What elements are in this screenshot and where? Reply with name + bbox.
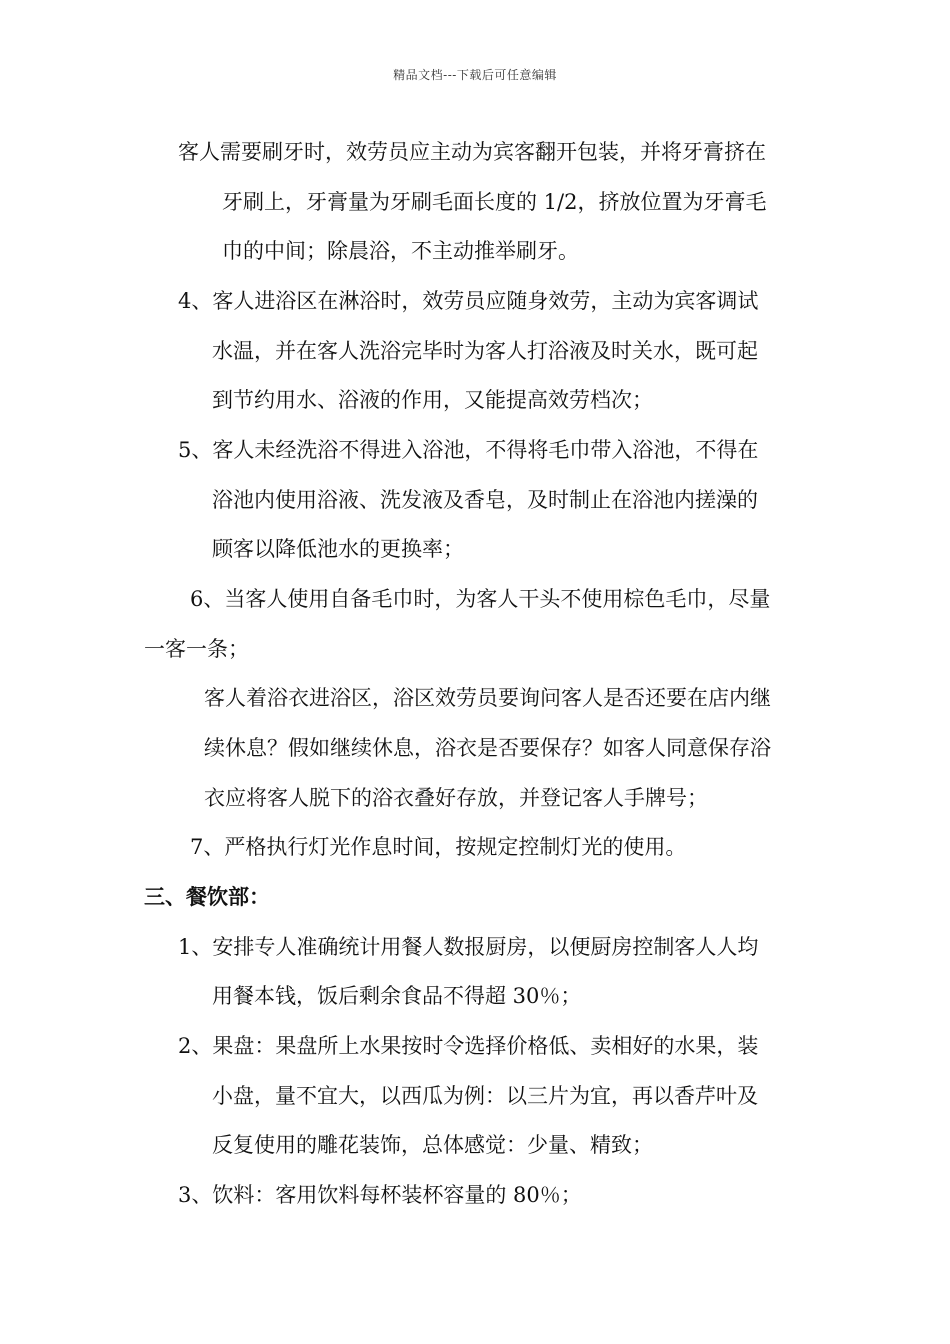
list-item-1-line: 1、安排专人准确统计用餐人数报厨房，以便厨房控制客人人均 [178, 935, 759, 959]
paragraph-line: 衣应将客人脱下的浴衣叠好存放，并登记客人手牌号； [204, 786, 708, 810]
paragraph-line: 牙刷上，牙膏量为牙刷毛面长度的 1/2，挤放位置为牙膏毛 [222, 190, 767, 214]
paragraph-line: 续休息？假如继续休息，浴衣是否要保存？如客人同意保存浴 [204, 736, 771, 760]
list-item-4-line: 4、客人进浴区在淋浴时，效劳员应随身效劳，主动为宾客调试 [178, 289, 759, 313]
list-item-6-line: 6、当客人使用自备毛巾时，为客人干头不使用棕色毛巾，尽量 [190, 587, 771, 611]
list-item-4-line: 到节约用水、浴液的作用，又能提高效劳档次； [212, 388, 653, 412]
list-item-2-line: 反复使用的雕花装饰，总体感觉：少量、精致； [212, 1133, 653, 1157]
paragraph-line: 客人着浴衣进浴区，浴区效劳员要询问客人是否还要在店内继 [204, 686, 771, 710]
paragraph-line: 巾的中间；除晨浴，不主动推举刷牙。 [222, 239, 579, 263]
list-item-4-line: 水温，并在客人洗浴完毕时为客人打浴液及时关水，既可起 [212, 339, 758, 363]
section-heading: 三、餐饮部： [144, 885, 270, 909]
list-item-5-line: 5、客人未经洗浴不得进入浴池，不得将毛巾带入浴池，不得在 [178, 438, 759, 462]
list-item-5-line: 浴池内使用浴液、洗发液及香皂，及时制止在浴池内搓澡的 [212, 488, 758, 512]
list-item-2-line: 小盘，量不宜大，以西瓜为例：以三片为宜，再以香芹叶及 [212, 1084, 758, 1108]
paragraph-line: 客人需要刷牙时，效劳员应主动为宾客翻开包装，并将牙膏挤在 [178, 140, 766, 164]
list-item-5-line: 顾客以降低池水的更换率； [212, 537, 464, 561]
list-item-6-line: 一客一条； [144, 637, 249, 661]
list-item-2-line: 2、果盘：果盘所上水果按时令选择价格低、卖相好的水果，装 [178, 1034, 759, 1058]
list-item-3-line: 3、饮料：客用饮料每杯装杯容量的 80％； [178, 1183, 582, 1207]
page-header-watermark: 精品文档---下载后可任意编辑 [393, 68, 557, 82]
list-item-1-line: 用餐本钱，饭后剩余食品不得超 30％； [212, 984, 582, 1008]
list-item-7-line: 7、严格执行灯光作息时间，按规定控制灯光的使用。 [190, 835, 687, 859]
